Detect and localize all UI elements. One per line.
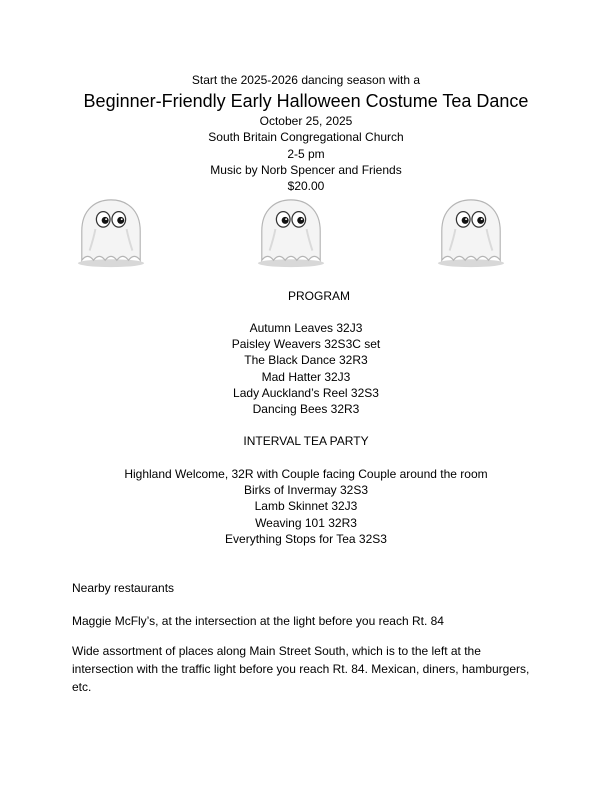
restaurant-entry: Maggie McFly’s, at the intersection at the light before you reach Rt. 84 [72, 614, 444, 628]
program-item: The Black Dance 32R3 [244, 353, 368, 367]
program-item: Mad Hatter 32J3 [261, 370, 351, 384]
ghost-icon [432, 196, 510, 270]
program-item: Weaving 101 32R3 [255, 516, 357, 530]
event-price: $20.00 [287, 179, 325, 193]
ghost-icon [252, 196, 330, 270]
program-item: Everything Stops for Tea 32S3 [225, 532, 387, 546]
event-venue: South Britain Congregational Church [208, 130, 404, 144]
restaurant-entry: Wide assortment of places along Main Street South, which is to the left at the intersection with the traffic light before you reach Rt. 84. Mexican, diners, hamburgers, etc. [72, 644, 530, 694]
interval-heading: INTERVAL TEA PARTY [243, 434, 369, 448]
ghost-icon [72, 196, 150, 270]
program-item: Birks of Invermay 32S3 [243, 483, 369, 497]
event-music: Music by Norb Spencer and Friends [210, 163, 402, 177]
page-title: Beginner-Friendly Early Halloween Costume Tea Dance [83, 91, 529, 111]
event-time: 2-5 pm [287, 147, 325, 161]
intro-line: Start the 2025-2026 dancing season with a [191, 73, 421, 87]
program-item: Dancing Bees 32R3 [252, 402, 360, 416]
program-item: Paisley Weavers 32S3C set [231, 337, 381, 351]
program-item: Lady Auckland’s Reel 32S3 [233, 386, 379, 400]
event-date: October 25, 2025 [259, 114, 353, 128]
program-item: Highland Welcome, 32R with Couple facing Couple around the room [124, 467, 488, 481]
program-item: Autumn Leaves 32J3 [249, 321, 363, 335]
restaurants-heading: Nearby restaurants [72, 581, 175, 595]
program-item: Lamb Skinnet 32J3 [254, 499, 358, 513]
program-heading: PROGRAM [287, 289, 350, 303]
